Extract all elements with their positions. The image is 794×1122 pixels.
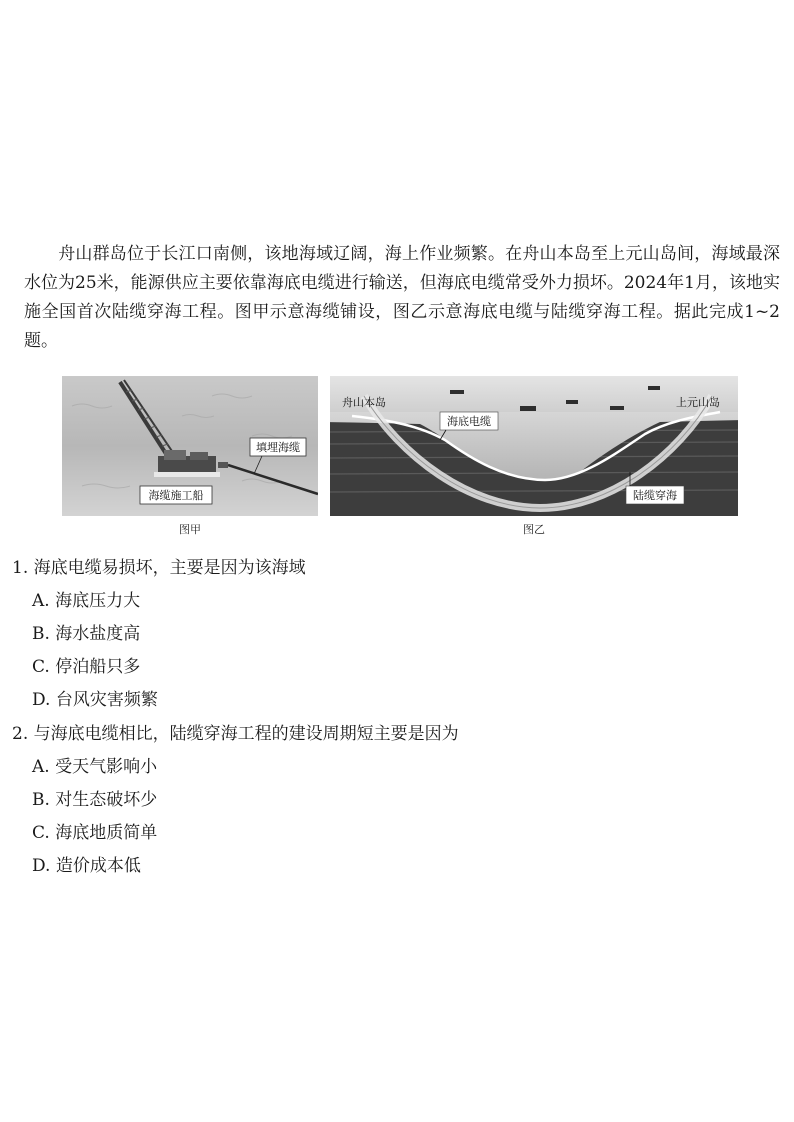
option-d: D. 台风灾害频繁 bbox=[32, 690, 158, 710]
question-1 bbox=[12, 551, 772, 717]
question-2 bbox=[12, 717, 772, 883]
ship-label: 海缆施工船 bbox=[148, 489, 204, 502]
land-cable-label: 陆缆穿海 bbox=[633, 489, 677, 502]
figure-a bbox=[62, 376, 318, 537]
option-b: B. 对生态破坏少 bbox=[32, 790, 158, 810]
figure-a-photo bbox=[62, 376, 318, 516]
figure-b-caption: 图乙 bbox=[523, 523, 545, 536]
question-stem: 1. 海底电缆易损坏，主要是因为该海域 bbox=[12, 558, 306, 578]
intro-passage bbox=[24, 240, 780, 356]
question-stem: 2. 与海底电缆相比，陆缆穿海工程的建设周期短主要是因为 bbox=[12, 724, 459, 744]
option-d: D. 造价成本低 bbox=[32, 856, 141, 876]
left-island-label: 舟山本岛 bbox=[342, 396, 386, 409]
option-a: A. 海底压力大 bbox=[32, 591, 141, 611]
figure-b bbox=[330, 376, 738, 537]
option-c: C. 停泊船只多 bbox=[32, 657, 141, 677]
option-b: B. 海水盐度高 bbox=[32, 624, 141, 644]
passage-text: 舟山群岛位于长江口南侧，该地海域辽阔，海上作业频繁。在舟山本岛至上元山岛间，海域最深水位为25米，能源供应主要依靠海底电缆进行输送，但海底电缆常受外力损坏。2024年1月，该地实施全国首次陆缆穿海工程。图甲示意海缆铺设，图乙示意海底电缆与陆缆穿海工程。据此完成1~2题。 bbox=[24, 244, 780, 351]
right-island-label: 上元山岛 bbox=[676, 396, 720, 409]
ship-label-box bbox=[140, 486, 212, 504]
seabed-cable-label: 海底电缆 bbox=[447, 415, 491, 428]
figure-row bbox=[62, 376, 738, 540]
cable-label: 填埋海缆 bbox=[256, 441, 300, 454]
figure-b-diagram bbox=[330, 376, 738, 516]
option-a: A. 受天气影响小 bbox=[32, 757, 158, 777]
option-c: C. 海底地质简单 bbox=[32, 823, 158, 843]
figure-a-caption: 图甲 bbox=[179, 523, 201, 536]
question-list bbox=[12, 551, 772, 883]
